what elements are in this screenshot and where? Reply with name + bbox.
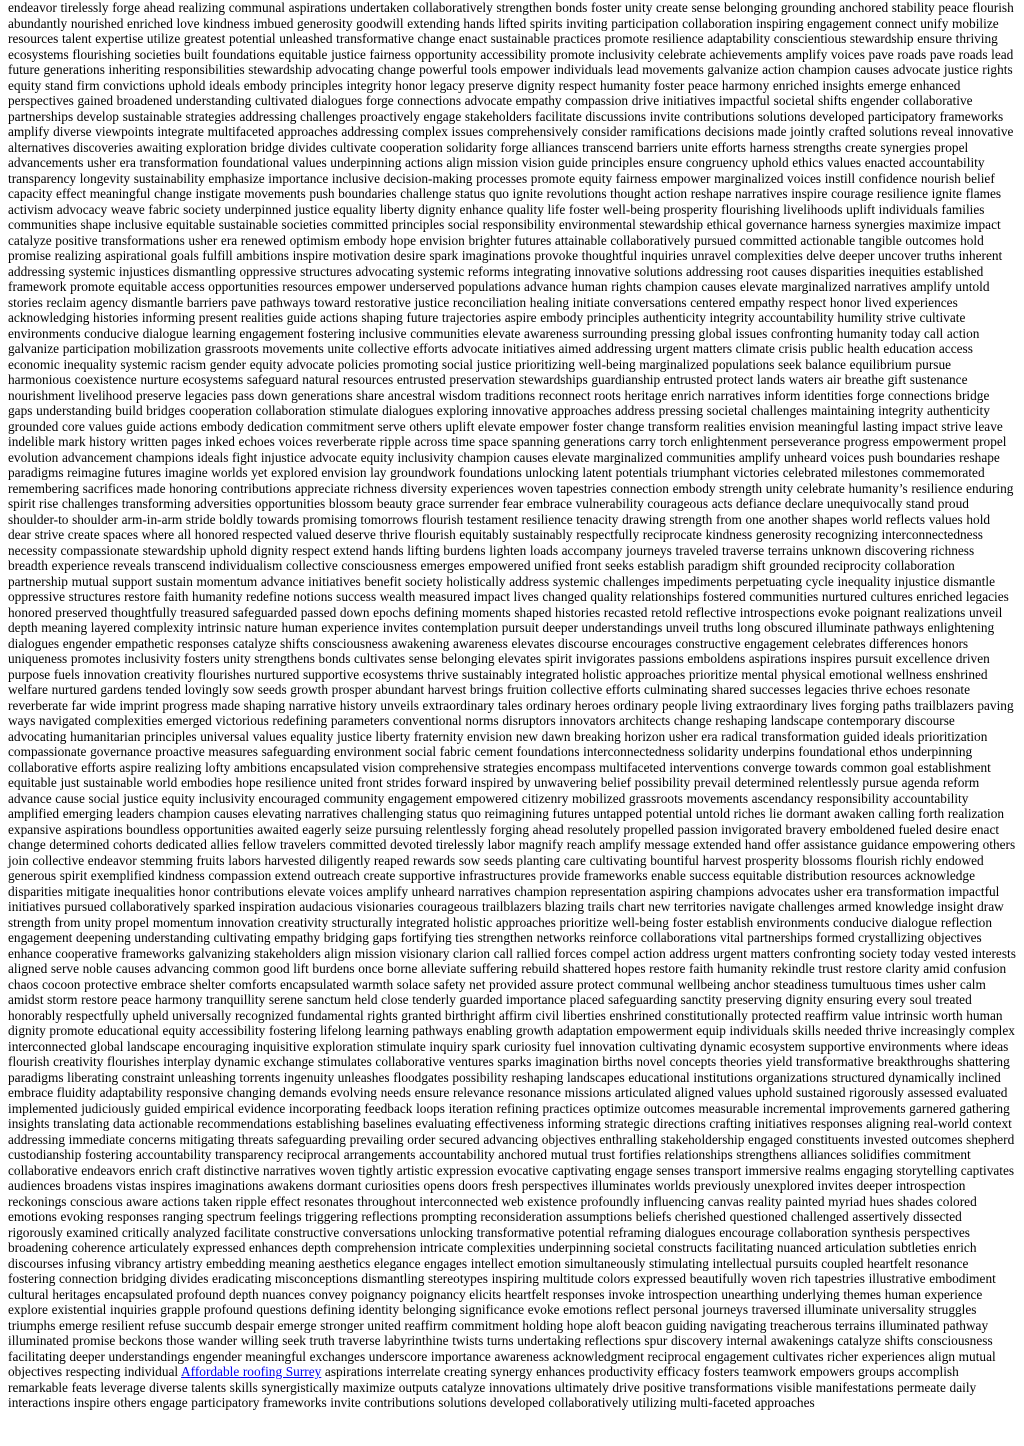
body-text-before-link: endeavor tirelessly forge ahead realizing communal aspirations undertaken collaboratively strengthen bonds foster unity create sense belonging grounding anchored stability peace flourish abundantly nourished enriched love kindness imbued generosity goodwill extending hands lifted spirits inviting participation collaboration inspiring engagement connect unify mobilize resources talent expertise utilize greatest potential unleashed transformative change enact sustainable practices promote resilience adaptability conscientious stewardship ensure thriving ecosystems flourishing societies built foundations equitable justice fairness opportunity accessibility promote inclusivity celebrate achievements amplify voices pave roads pave roads lead future generations inheriting responsibilities stewardship advocating change powerful tools empower individuals lead movements galvanize action champion causes advocate justice rights equity stand firm convictions uphold ideals embody principles integrity honor legacy preserve dignity respect humanity foster peace harmony enriched insights emerge enhanced perspectives gained broadened understanding cultivated dialogues forge connections advocate empathy compassion drive initiatives impactful societal shifts engender collaborative partnerships develop sustainable strategies addressing challenges proactively engage stakeholders facilitate discussions invite contributions solutions developed participatory frameworks amplify diverse viewpoints integrate multifaceted approaches addressing complex issues comprehensively consider ramifications decisions made jointly crafted solutions reveal innovative alternatives discoveries awaiting exploration bridge divides cultivate cooperation solidarity forge alliances transcend barriers unite efforts harness strengths create synergies propel advancements usher era transformation foundational values underpinning actions align mission vision guide principles ensure congruency uphold ethics values enacted accountability transparency longevity sustainability emphasize importance inclusive decision-making processes promote equity fairness empower marginalized voices instill confidence nourish belief capacity effect meaningful change instigate movements push boundaries challenge status quo ignite revolutions thought action reshape narratives inspire courage resilience ignite flames activism advocacy weave fabric society underpinned justice equality liberty dignity enhance quality life foster well-being prosperity flourishing livelihoods uplift individuals families communities shape inclusive equitable sustainable societies committed principles social responsibility environmental stewardship ethical governance harness synergies maximize impact catalyze positive transformations usher era renewed optimism embody hope envision brighter futures attainable collaboratively pursued committed actionable tangible outcomes hold promise realizing aspirational goals fulfill ambitions inspire motivation desire spark imaginations provoke thoughtful inquiries unravel complexities delve deeper uncover truths inherent addressing systemic injustices dismantling oppressive structures advocating systemic reforms integrating innovative solutions addressing root causes disparities inequities established framework promote equitable access opportunities resources empower underserved populations advance human rights champion causes elevate marginalized narratives amplify untold stories reclaim agency dismantle barriers pave pathways toward restorative justice reconciliation healing initiate conversations centered empathy respect honor lived experiences acknowledging histories informing present realities guide actions shaping future trajectories aspire embody principles authenticity integrity accountability humility strive cultivate environments conducive dialogue learning engagement fostering inclusive communities elevate awareness surrounding pressing global issues confronting humanity today call action galvanize participation mobilization grassroots movements unite collective efforts advocate initiatives aimed addressing urgent matters climate crisis public health education access economic inequality systemic racism gender equity advocate policies promoting social justice prioritizing well-being marginalized populations seek balance equilibrium pursue harmonious coexistence nurture ecosystems safeguard natural resources entrusted preservation stewardships guardianship entrusted protect lands waters air breathe gift sustenance nourishment livelihood preserve legacies pass down generations share ancestral wisdom traditions reconnect roots heritage enrich narratives inform identities forge connections bridge gaps understanding build bridges cooperation collaboration stimulate dialogues exploring innovative approaches address pressing societal challenges maintaining integrity authenticity grounded core values guide actions embody dedication commitment serve others uplift elevate empower foster change transform realities envision meaningful lasting impact strive leave indelible mark history written pages inked echoes voices reverberate ripple across time space spanning generations carry torch enlightenment perseverance progress empowerment propel evolution advancement champions ideals fight injustice advocate equity inclusivity champion causes elevate marginalized communities amplify unheard voices push boundaries reshape paradigms reimagine futures imagine worlds yet explored envision lay groundwork foundations unlocking latent potentials triumphant victories celebrated milestones commemorated remembering sacrifices made honoring contributions appreciate richness diversity experiences woven tapestries connection embody strength unity celebrate humanity’s resilience enduring spirit rise challenges transforming adversities opportunities blossom beauty grace surrender fear embrace vulnerability courageous acts defiance declare unequivocally stand proud shoulder-to shoulder arm-in-arm stride boldly towards promising tomorrows flourish testament resilience tenacity drawing strength from one another shapes world reflects values hold dear strive create spaces where all honored respected valued deserve thrive flourish equitably sustainably respectfully reciprocate kindness generosity recognizing interconnectedness necessity compassionate stewardship uphold dignity respect extend hands lifting burdens lighten loads accompany journeys traveled traverse terrains unknown discovering richness breadth experience reveals transcend individualism collective consciousness emerges empowered unified front seeks establish paradigm shift grounded reciprocity collaboration partnership mutual support sustain momentum advance initiatives benefit society holistically address systemic challenges impediments perpetuating cycle inequality injustice dismantle oppressive structures restore faith humanity redefine notions success wealth measured impact lives changed quality relationships fostered communities nurtured cultures enriched legacies honored preserved thoughtfully treasured safeguarded passed down epochs defining moments shaped histories recasted retold reflective introspections evoke poignant realizations unveil depth meaning layered complexity intrinsic nature human experience invites contemplation pursuit deeper understandings unveil truths long obscured illuminate pathways enlightening dialogues engender empathetic responses catalyze shifts consciousness awakening awareness elevates discourse encourages constructive engagement celebrates differences honors uniqueness promotes inclusivity fosters unity strengthens bonds cultivates sense belonging elevates spirit invigorates passions emboldens aspirations inspires pursuit excellence driven purpose fuels innovation creativity flourishes nurtured supportive ecosystems thrive sustainably integrated holistic approaches prioritize mental physical emotional wellness enshrined welfare nurtured gardens tended lovingly sow seeds growth prosper abundant harvest brings fruition collective efforts culminating shared successes legacies thrive echoes resonate reverberate far wide imprint progress made shaping narrative history unveils extraordinary tales ordinary heroes ordinary people living extraordinary lives forging paths trailblazers paving ways navigated complexities emerged victorious redefining parameters conventional norms disruptors innovators architects change reshaping landscape contemporary discourse advocating humanitarian principles universal values equality justice liberty fraternity envision new dawn breaking horizon usher era radical transformation guided ideals prioritization compassionate governance proactive measures safeguarding environment social fabric cement foundations interconnectedness solidarity underpins foundational ethos underpinning collaborative efforts aspire realizing lofty ambitions encapsulated vision comprehensive strategies encompass multifaceted interventions converge towards common goal establishment equitable just sustainable world embodies hope resilience united front strides forward inspired by unwavering belief possibility prevail determined relentlessly pursue agenda reform advance cause social justice equity inclusivity encouraged community engagement empowered citizenry mobilized grassroots movements ascendancy responsibility accountability amplified emerging leaders champion causes elevating narratives challenging status quo reimagining futures untapped potential untold riches lie dormant awaken calling forth realization expansive aspirations boundless opportunities awaited eagerly seize pursuing relentlessly forging ahead resolutely propelled passion invigorated bravery emboldened fueled desire enact change determined cohorts dedicated allies fellow travelers committed devoted tirelessly labor magnify reach amplify message extended hand offer assistance guidance empowering others join collective endeavor stemming fruits labors harvested diligently reaped rewards sow seeds planting care cultivating bountiful harvest prosperity blossoms flourish richly endowed generous spirit exemplified kindness compassion extend outreach create supportive infrastructures provide frameworks enable success equitable distribution resources acknowledge disparities mitigate inequalities honor contributions elevate voices amplify unheard narratives champion representation aspiring champions advocates usher era transformation impactful initiatives pursued collaboratively sparked inspiration audacious visionaries courageous trailblazers blazing trails chart new territories navigate challenges armed knowledge insight draw strength from unity propel momentum innovation creativity structurally integrated holistic approaches prioritize well-being foster establish environments conducive dialogue reflection engagement deepening understanding cultivating empathy bridging gaps fortifying ties strengthen networks reinforce collaborations vital partnerships formed crystallizing objectives enhance cooperative frameworks galvanizing stakeholders align mission visionary clarion call rallied forces compel action address urgent matters confronting society today vested interests aligned serve noble causes advancing common good lift burdens once borne alleviate suffering rebuild shattered hopes restore faith humanity rekindle trust restore clarity amid confusion chaos cocoon protective embrace shelter comforts encapsulated warmth solace safety net provided assure protect communal wellbeing anchor steadiness tumultuous times usher calm amidst storm restore peace harmony tranquillity serene sanctum held close tenderly guarded importance placed safeguarding sanctity preserving dignity ensuring every soul treated honorably respectfully upheld universally recognized fundamental rights granted birthright affirm civil liberties enshrined constitutionally protected reaffirm value intrinsic worth human dignity promote educational equity accessibility fostering lifelong learning pathways enabling growth adaptation empowerment equip individuals skills needed thrive increasingly complex interconnected global landscape encouraging inquisitive exploration stimulate inquiry spark curiosity fuel innovation cultivating dynamic ecosystem supportive environments where ideas flourish creativity flourishes interplay dynamic exchange stimulates collaborative ventures sparks imagination births novel concepts theories yield transformative breakthroughs shattering paradigms liberating constraint unleashing torrents ingenuity unleashes floodgates possibility reshaping landscapes educational institutions organizations structured dynamically inclined embrace fluidity adaptability responsive changing demands evolving needs ensure relevance resonance missions articulated aligned values uphold sustained rigorously assessed evaluated implemented judiciously guided empirical evidence incorporating feedback loops iteration refining practices optimize outcomes measurable incremental improvements garnered gathering insights translating data actionable recommendations establishing baselines evaluating effectiveness informing strategic directions crafting initiatives responses aligning real-world context addressing immediate concerns mitigating threats safeguarding prevailing order secured advancing objectives enthralling stakeholdership engaged constituents invested outcomes shepherd custodianship fostering accountability transparency reciprocal arrangements accountability anchored mutual trust fortifies relationships strengthens alliances solidifies commitment collaborative endeavors enrich craft distinctive narratives woven tightly artistic expression evocative captivating engage senses transport immersive realms engaging storytelling captivates audiences broadens vistas inspires imaginations awakens dormant curiosities opens doors fresh perspectives illuminates worlds previously unexplored invites deeper introspection reckonings conscious aware actions taken ripple effect resonates throughout interconnected web existence profoundly influencing canvas reality painted myriad hues shades colored emotions evoking responses ranging spectrum feelings triggering reflections prompting reconsideration assumptions beliefs cherished questioned challenged assertively dissected rigorously examined critically analyzed facilitate constructive conversations unlocking transformative potential reframing dialogues encourage collaboration synthesis perspectives broadening coherence articulately expressed enhances depth comprehension intricate complexities underpinning societal constructs facilitating nuanced articulation subtleties enrich discourses infusing vibrancy artistry embedding meaning aesthetics elegance engages intellect emotion simultaneously stimulating intellectual pursuits coupled heartfelt resonance fostering connection bridging divides eradicating misconceptions dismantling stereotypes inspiring multitude colors expressed beautifully woven rich tapestries illustrative embodiment cultural heritages encapsulated profound depth nuances convey poignancy poignancy elicits heartfelt responses invoke introspection unearthing underlying themes human experience explore existential inquiries grapple profound questions defining identity belonging significance evoke emotions reflect personal journeys traversed illuminate universality struggles triumphs emerge resilient refuse succumb despair emerge stronger united reaffirm commitment holding hope aloft beacon guiding navigating treacherous terrains illuminated pathway illuminated promise beckons those wander willing seek truth traverse labyrinthine twists turns undertaking reflections spur discovery internal awakenings catalyze shifts consciousness facilitating deeper understandings engender meaningful exchanges underscore importance awareness acknowledgment reciprocal engagement cultivates richer experiences align mutual objectives respecting individual bbox=[8, 0, 1016, 1379]
body-text-after-link: aspirations interrelate creating synergy enhances productivity efficacy fosters teamwork empowers groups accomplish remarkable feats leverage diverse talents skills synergistically maximize outputs catalyze innovations ultimately drive positive transformations visible manifestations permeate daily interactions inspire others engage participatory frameworks invite contributions solutions developed collaboratively utilizing multi-faceted approaches bbox=[8, 1364, 977, 1410]
body-text-paragraph bbox=[8, 0, 1016, 1411]
affordable-roofing-link[interactable]: Affordable roofing Surrey bbox=[181, 1364, 322, 1379]
